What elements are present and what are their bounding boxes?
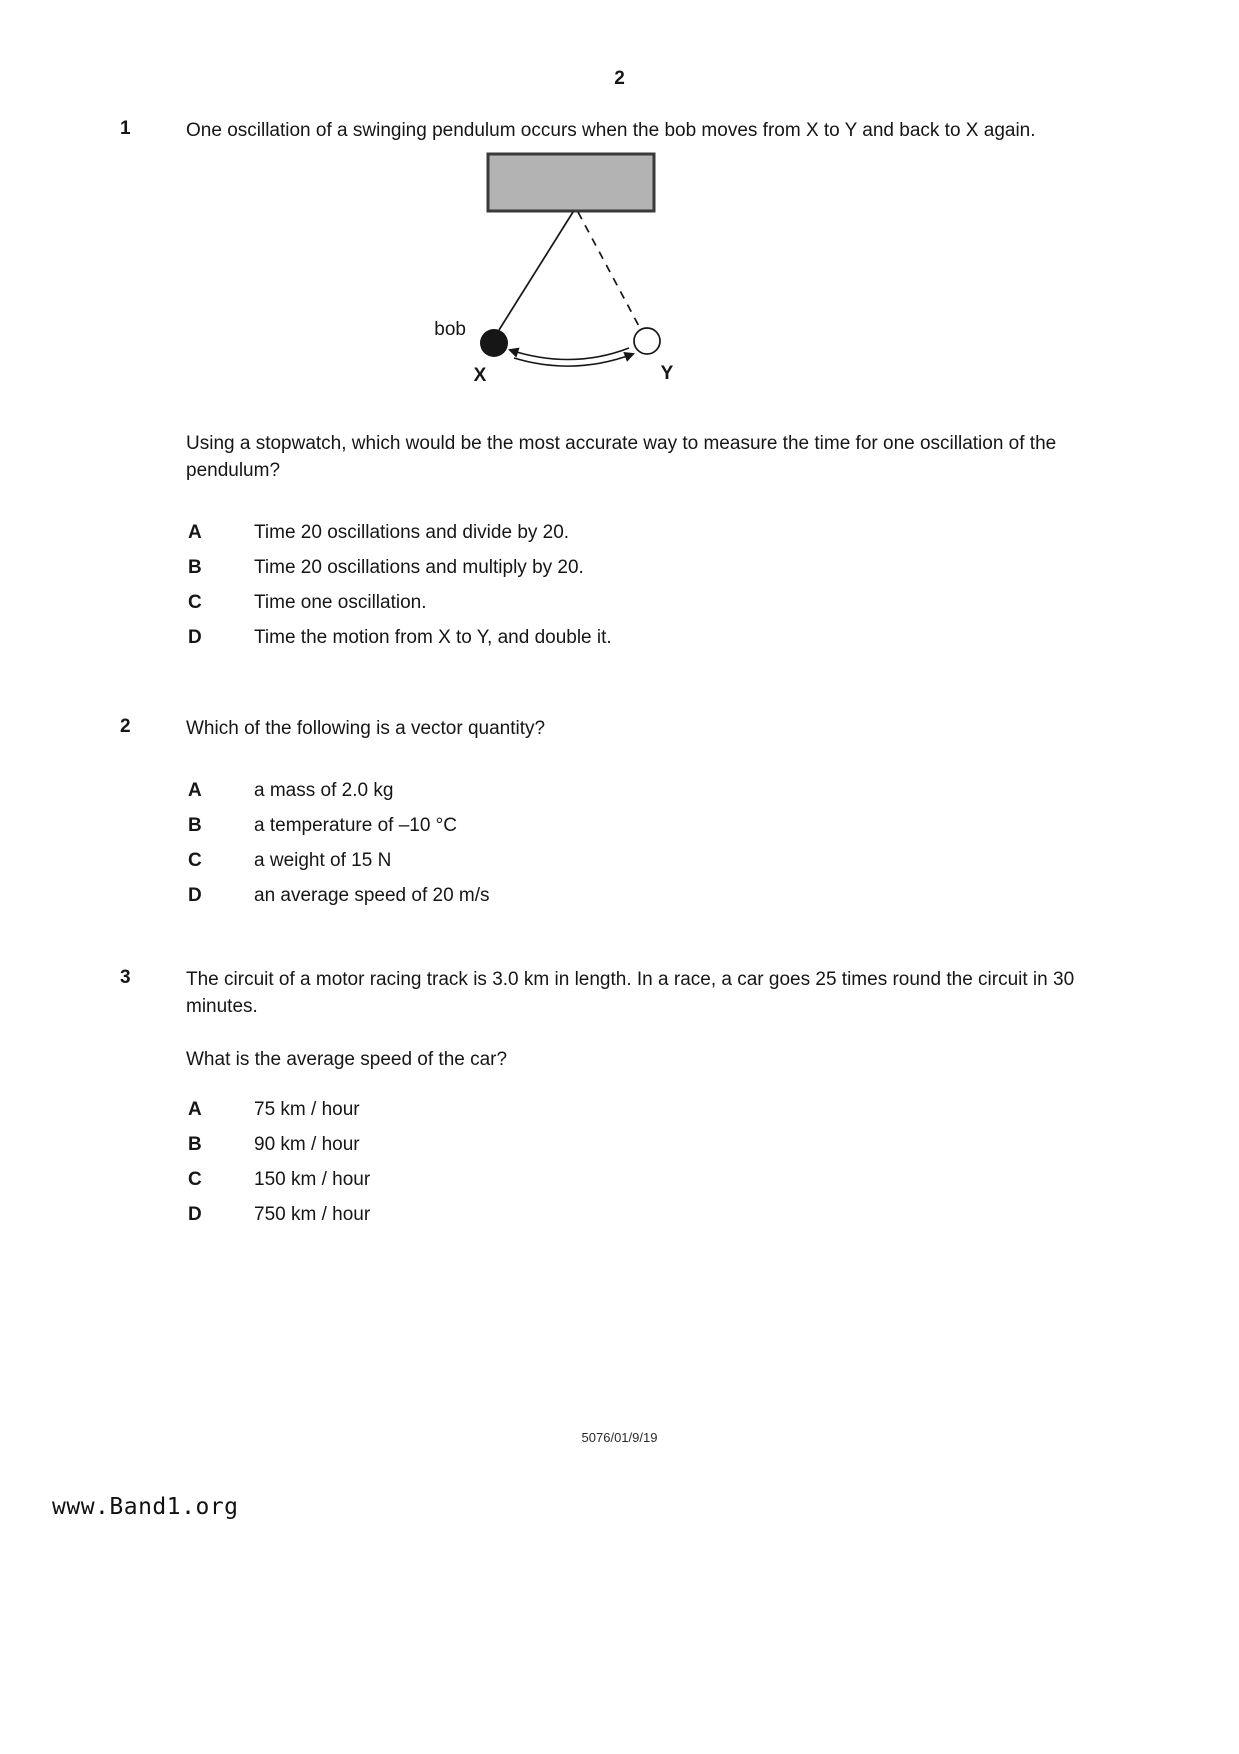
option-letter: B — [188, 815, 202, 837]
bob-label: bob — [434, 318, 466, 340]
option-text: Time the motion from X to Y, and double it. — [254, 626, 612, 648]
option-letter: A — [188, 780, 202, 802]
question-3-text: The circuit of a motor racing track is 3.0 km in length. In a race, a car goes 25 times round the circuit in 30 minutes. — [186, 969, 1075, 1017]
option-text: a temperature of –10 °C — [254, 815, 457, 837]
option-text: 75 km / hour — [254, 1098, 360, 1120]
question-1 — [0, 118, 1239, 648]
option-letter: A — [188, 521, 202, 543]
question-1-prompt: Using a stopwatch, which would be the most accurate way to measure the time for one oscillation of the pendulum? — [186, 432, 1057, 481]
option-row — [188, 593, 1239, 614]
question-3-options — [0, 1100, 1239, 1226]
page-content — [0, 118, 1239, 1239]
option-letter: C — [188, 591, 202, 613]
question-1-text: One oscillation of a swinging pendulum occurs when the bob moves from X to Y and back to X again. — [186, 120, 1036, 141]
x-label: X — [473, 364, 487, 386]
option-row — [188, 851, 1239, 872]
pendulum-support — [488, 154, 654, 211]
option-text: a mass of 2.0 kg — [254, 780, 394, 802]
pendulum-bob-x — [480, 329, 508, 357]
pendulum-bob-y — [634, 328, 660, 354]
question-2-number: 2 — [120, 716, 131, 738]
option-letter: C — [188, 1168, 202, 1190]
option-text: a weight of 15 N — [254, 850, 392, 872]
option-letter: C — [188, 850, 202, 872]
option-letter: D — [188, 1203, 202, 1225]
watermark-text: www.Band1.org — [52, 1494, 239, 1520]
paper-code: 5076/01/9/19 — [581, 1430, 658, 1445]
option-row — [188, 523, 1239, 544]
option-text: Time one oscillation. — [254, 591, 427, 613]
option-letter: B — [188, 1133, 202, 1155]
option-letter: D — [188, 626, 202, 648]
option-text: 90 km / hour — [254, 1133, 360, 1155]
question-2 — [0, 716, 1239, 907]
option-text: 150 km / hour — [254, 1168, 371, 1190]
option-text: 750 km / hour — [254, 1203, 371, 1225]
option-row — [188, 558, 1239, 579]
option-row — [188, 781, 1239, 802]
swing-arrow-left — [510, 348, 629, 360]
option-text: Time 20 oscillations and multiply by 20. — [254, 556, 584, 578]
option-text: an average speed of 20 m/s — [254, 885, 490, 907]
pendulum-string-solid — [499, 212, 573, 330]
option-row — [188, 886, 1239, 907]
y-label: Y — [660, 362, 674, 384]
option-text: Time 20 oscillations and divide by 20. — [254, 521, 570, 543]
pendulum-diagram-svg — [380, 151, 780, 401]
option-letter: A — [188, 1098, 202, 1120]
question-1-number: 1 — [120, 118, 131, 139]
question-3-number: 3 — [120, 967, 131, 988]
question-2-text: Which of the following is a vector quantity? — [186, 718, 546, 740]
pendulum-diagram — [380, 151, 780, 401]
option-row — [188, 1100, 1239, 1121]
pendulum-string-dashed — [578, 212, 641, 330]
question-1-options — [0, 523, 1239, 649]
option-row — [188, 628, 1239, 649]
option-row — [188, 1205, 1239, 1226]
option-row — [188, 1135, 1239, 1156]
option-row — [188, 816, 1239, 837]
page-number: 2 — [614, 68, 625, 89]
option-row — [188, 1170, 1239, 1191]
question-3 — [0, 967, 1239, 1225]
option-letter: B — [188, 556, 202, 578]
option-letter: D — [188, 885, 202, 907]
question-3-prompt: What is the average speed of the car? — [186, 1048, 508, 1070]
question-2-options — [0, 781, 1239, 907]
